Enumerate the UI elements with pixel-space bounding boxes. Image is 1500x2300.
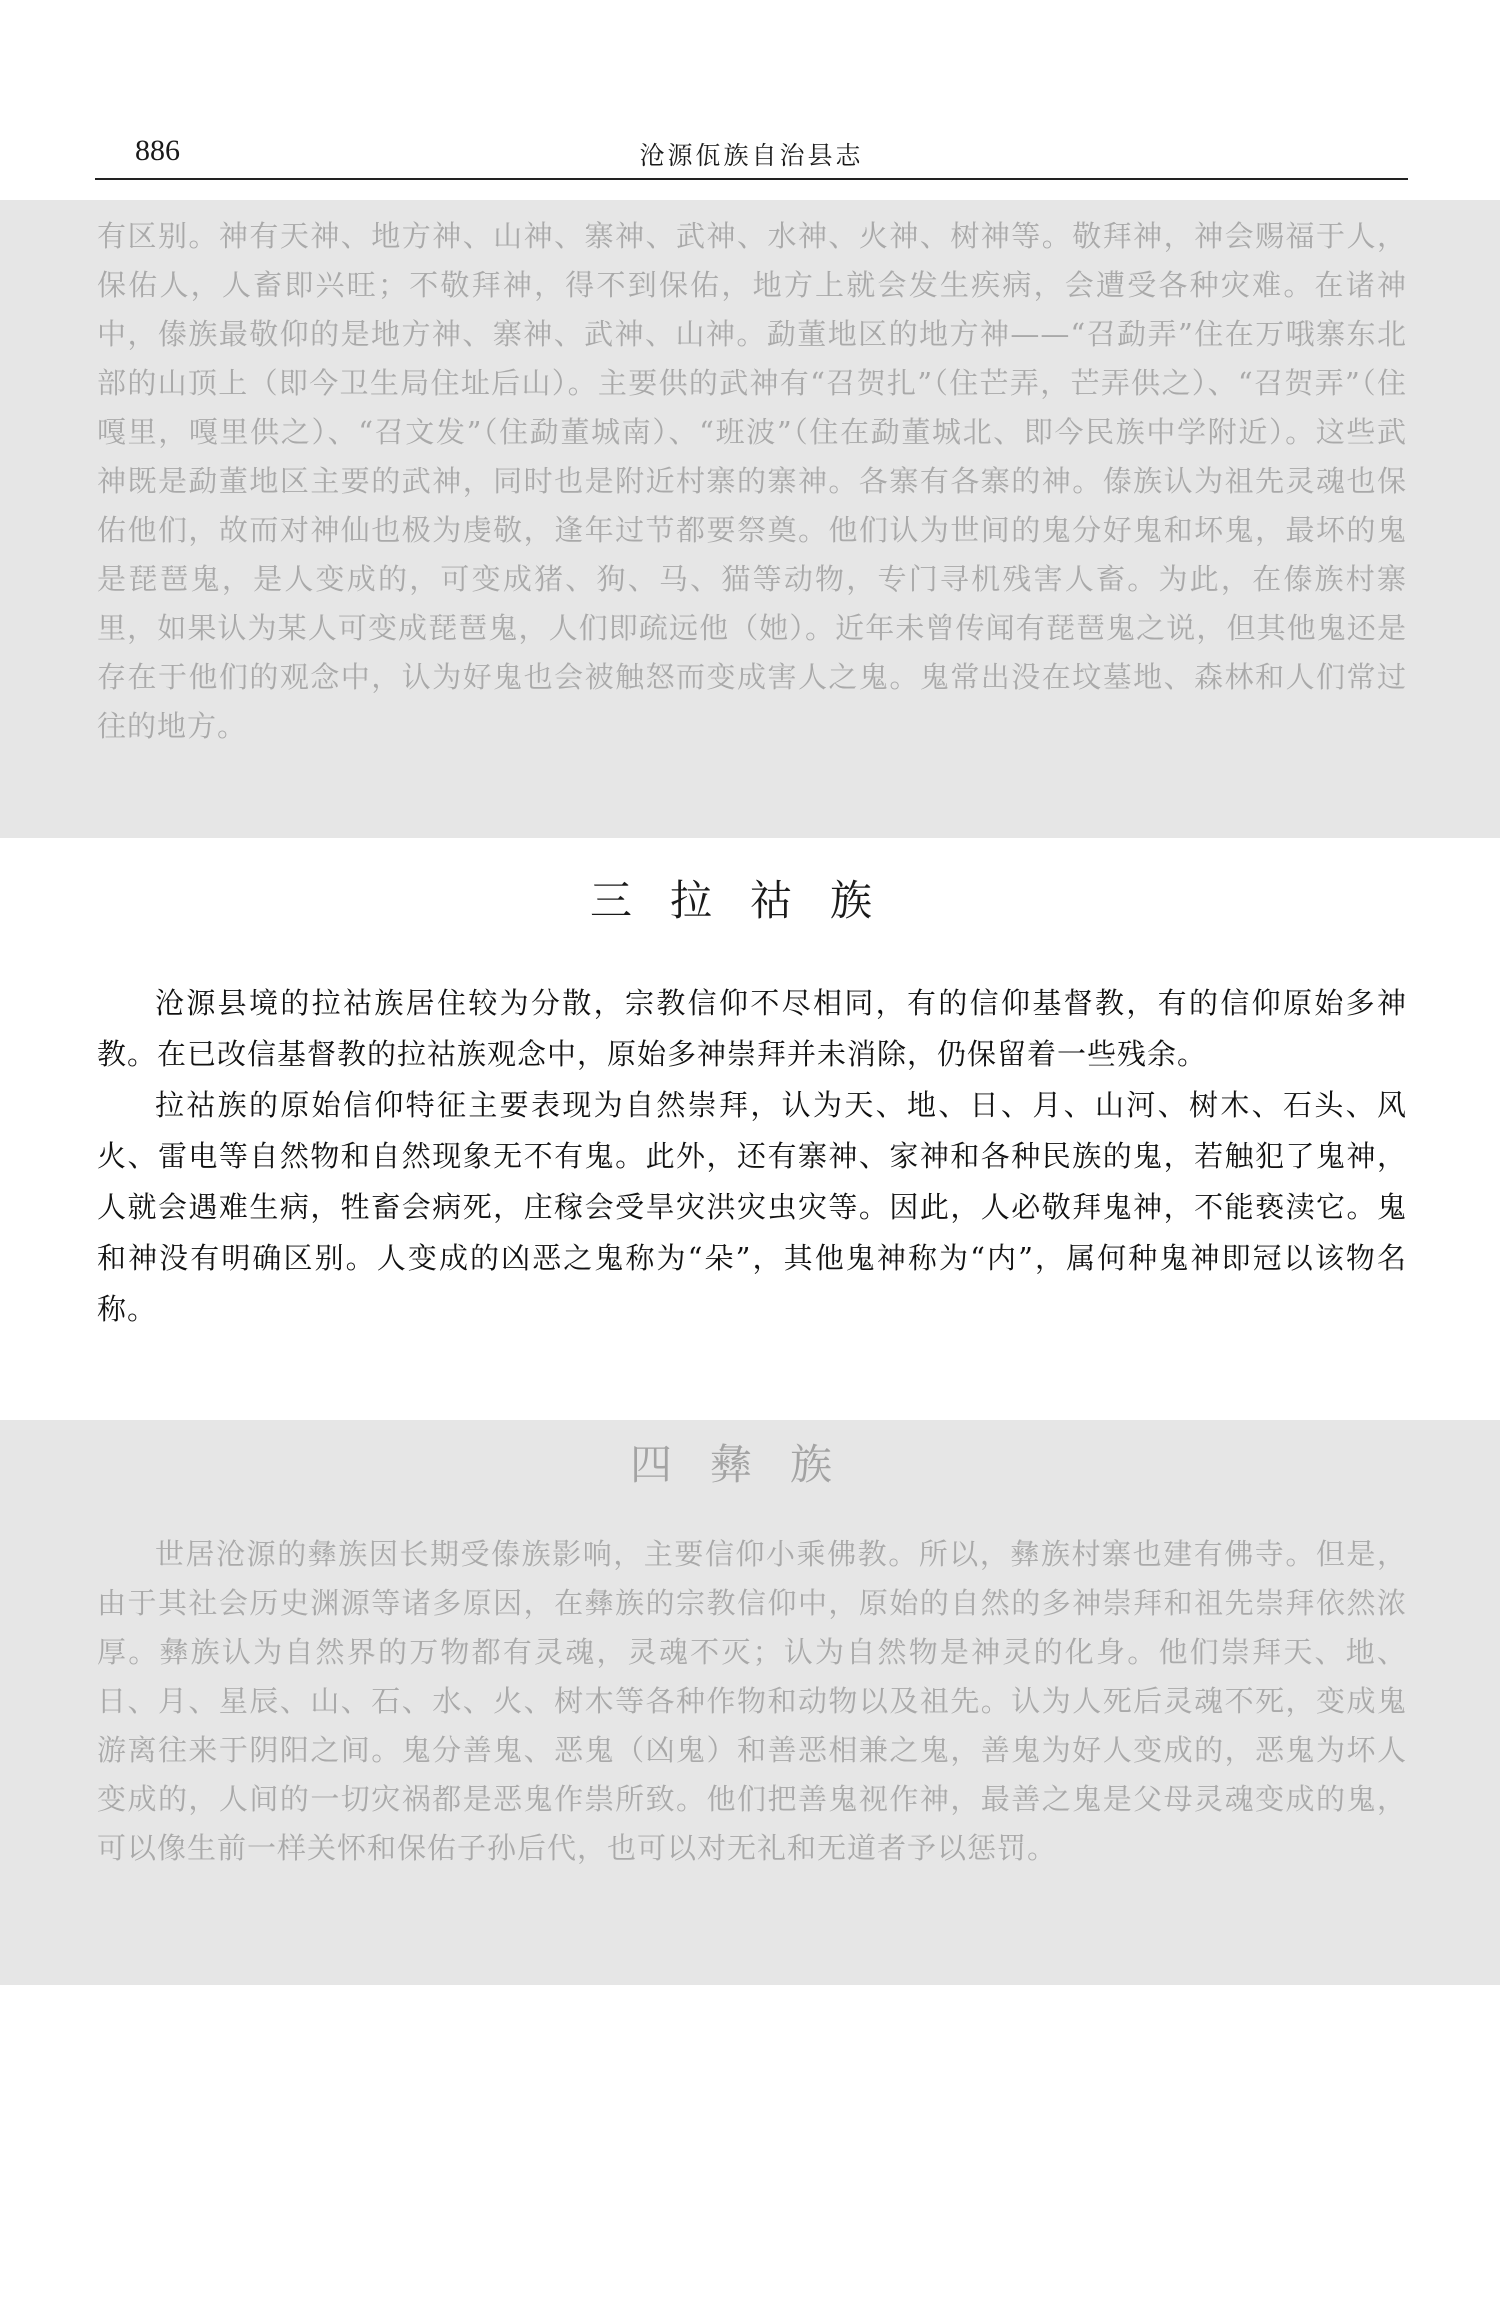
page-number: 886: [135, 134, 180, 167]
yi-paragraph: 世居沧源的彝族因长期受傣族影响，主要信仰小乘佛教。所以，彝族村寨也建有佛寺。但是，由于其社会历史渊源等诸多原因，在彝族的宗教信仰中，原始的自然的多神崇拜和祖先崇拜依然浓厚。彝族认为自然界的万物都有灵魂，灵魂不灭；认为自然物是神灵的化身。他们崇拜天、地、日、月、星辰、山、石、水、火、树木等各种作物和动物以及祖先。认为人死后灵魂不死，变成鬼游离往来于阴阳之间。鬼分善鬼、恶鬼（凶鬼）和善恶相兼之鬼，善鬼为好人变成的，恶鬼为坏人变成的，人间的一切灾祸都是恶鬼作祟所致。他们把善鬼视作神，最善之鬼是父母灵魂变成的鬼，可以像生前一样关怀和保佑子孙后代，也可以对无礼和无道者予以惩罚。: [97, 1537, 1407, 1865]
running-title: 沧源佤族自治县志: [639, 141, 864, 170]
section-title-yi: 四彝族: [629, 1440, 870, 1489]
section-title-lahu: 三拉祜族: [589, 876, 910, 925]
yi-section-body: [97, 1530, 1407, 1873]
lahu-paragraph-1: 沧源县境的拉祜族居住较为分散，宗教信仰不尽相同，有的信仰基督教，有的信仰原始多神教。在已改信基督教的拉祜族观念中，原始多神崇拜并未消除，仍保留着一些残余。: [97, 986, 1407, 1071]
header-rule: [95, 178, 1408, 180]
top-highlight-band: [0, 200, 1500, 838]
top-section-text: [97, 212, 1407, 751]
lahu-section-body: [97, 978, 1407, 1335]
page-header: [95, 128, 1408, 180]
top-paragraph: 有区别。神有天神、地方神、山神、寨神、武神、水神、火神、树神等。敬拜神，神会赐福于人，保佑人，人畜即兴旺；不敬拜神，得不到保佑，地方上就会发生疾病，会遭受各种灾难。在诸神中，傣族最敬仰的是地方神、寨神、武神、山神。勐董地区的地方神——“召勐弄”住在万哦寨东北部的山顶上（即今卫生局住址后山）。主要供的武神有“召贺扎”（住芒弄，芒弄供之）、“召贺弄”（住嘎里，嘎里供之）、“召文发”（住勐董城南）、“班波”（住在勐董城北、即今民族中学附近）。这些武神既是勐董地区主要的武神，同时也是附近村寨的寨神。各寨有各寨的神。傣族认为祖先灵魂也保佑他们，故而对神仙也极为虔敬，逢年过节都要祭奠。他们认为世间的鬼分好鬼和坏鬼，最坏的鬼是琵琶鬼，是人变成的，可变成猪、狗、马、猫等动物，专门寻机残害人畜。为此，在傣族村寨里，如果认为某人可变成琵琶鬼，人们即疏远他（她）。近年未曾传闻有琵琶鬼之说，但其他鬼还是存在于他们的观念中，认为好鬼也会被触怒而变成害人之鬼。鬼常出没在坟墓地、森林和人们常过往的地方。: [97, 219, 1407, 743]
lahu-paragraph-2: 拉祜族的原始信仰特征主要表现为自然崇拜，认为天、地、日、月、山河、树木、石头、风火、雷电等自然物和自然现象无不有鬼。此外，还有寨神、家神和各种民族的鬼，若触犯了鬼神，人就会遇难生病，牲畜会病死，庄稼会受旱灾洪灾虫灾等。因此，人必敬拜鬼神，不能亵渎它。鬼和神没有明确区别。人变成的凶恶之鬼称为“朵”，其他鬼神称为“内”，属何种鬼神即冠以该物名称。: [97, 1088, 1407, 1326]
